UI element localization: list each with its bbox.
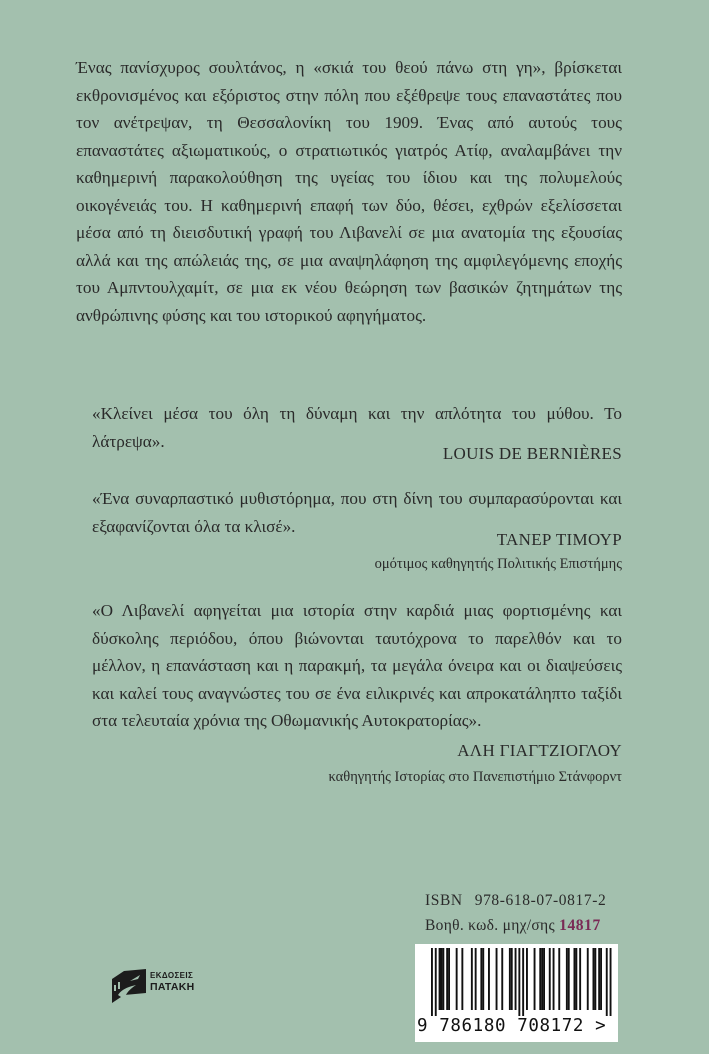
- barcode-bar: [488, 948, 490, 1010]
- barcode-bar: [456, 948, 458, 1010]
- barcode-bar: [610, 948, 612, 1016]
- quote-3-text: «Ο Λιβανελί αφηγείται μια ιστορία στην καρδιά μιας φορτισμένης και δύσκολης περιόδου, όπου βιώνονται ταυτόχρονα το παρελθόν και το μέλλον, η επανάσταση και η παρακμή, τα μεγάλα όνειρα και οι διαψεύσεις και καλεί τους αναγνώστες του σε ένα ειλικρινές και απροκατάληπτο ταξίδι στα τελευταία χρόνια της Οθωμανικής Αυτοκρατορίας».: [92, 601, 622, 730]
- barcode-bar: [480, 948, 482, 1010]
- barcode-bar: [543, 948, 545, 1010]
- publisher-line1: ΕΚΔΟΣΕΙΣ: [150, 971, 194, 980]
- barcode-bar: [441, 948, 443, 1010]
- quote-3: [92, 597, 622, 735]
- isbn-number: 978-618-07-0817-2: [474, 892, 607, 909]
- quote-2-text: «Ένα συναρπαστικό μυθιστόρημα, που στη δίνη του συμπαρασύρονται και εξαφανίζονται όλα τα κλισέ».: [92, 489, 622, 536]
- quote-2-author: ΤΑΝΕΡ ΤΙΜΟΥΡ: [496, 530, 622, 549]
- isbn-line: [425, 892, 606, 910]
- barcode-bar: [575, 948, 577, 1010]
- barcode-bar: [598, 948, 600, 1010]
- barcode-bar: [518, 948, 520, 1016]
- barcode-bar: [435, 948, 437, 1016]
- barcode-bar: [475, 948, 477, 1010]
- barcode-bar: [534, 948, 536, 1010]
- barcode-bar: [471, 948, 473, 1010]
- blurb-text: Ένας πανίσχυρος σουλτάνος, η «σκιά του θεού πάνω στη γη», βρίσκεται εκθρονισμένος και εξόριστος στην πόλη που εξέθρεψε τους επαναστάτες που τον ανέτρεψαν, τη Θεσσαλονίκη του 1909. Ένας από αυτούς τους επαναστάτες αξιωματικούς, ο στρατιωτικός γιατρός Ατίφ, αναλαμβάνει την καθημερινή παρακολούθηση της υγείας του ίδιου και της πολυμελούς οικογένειάς του. Η καθημερινή επαφή των δύο, θέσει, εχθρών εξελίσσεται μέσα από τη διεισδυτική γραφή του Λιβανελί σε μια ανατομία της εξουσίας αλλά και της απώλειάς της, σε μια αναψηλάφηση της αμφιλεγόμενης εποχής του Αμπντουλχαμίτ, σε μια εκ νέου θεώρηση των βασικών ζητημάτων της ανθρώπινης φύσης και του ιστορικού αφηγήματος.: [76, 58, 622, 325]
- barcode-bar: [541, 948, 543, 1010]
- barcode-bars: [423, 948, 613, 1016]
- barcode-bar: [587, 948, 589, 1010]
- barcode-bar: [568, 948, 570, 1010]
- barcode-bar: [496, 948, 498, 1010]
- publisher-logo: [110, 965, 220, 1005]
- isbn-label: ISBN: [425, 892, 463, 909]
- barcode-bar: [553, 948, 555, 1010]
- barcode-bar: [574, 948, 576, 1010]
- barcode-bar: [593, 948, 595, 1010]
- barcode-bar: [461, 948, 463, 1010]
- barcode-bar: [594, 948, 596, 1010]
- barcode-bar: [515, 948, 517, 1010]
- barcode-bar: [606, 948, 608, 1016]
- quote-3-author-role: καθηγητής Ιστορίας στο Πανεπιστήμιο Στάνφορντ: [328, 769, 622, 785]
- quote-1-author: LOUIS DE BERNIÈRES: [442, 444, 622, 463]
- aux-code-number: 14817: [559, 917, 601, 934]
- barcode-bar: [482, 948, 484, 1010]
- barcode-bar: [566, 948, 568, 1010]
- quote-2-author-role: ομότιμος καθηγητής Πολιτικής Επιστήμης: [374, 556, 622, 572]
- barcode-bar: [558, 948, 560, 1010]
- publisher-logo-icon: [110, 965, 148, 1005]
- barcode-bar: [448, 948, 450, 1010]
- aux-code-line: [425, 917, 601, 935]
- barcode: [415, 944, 618, 1042]
- barcode-bar: [501, 948, 503, 1010]
- barcode-bar: [509, 948, 511, 1010]
- quote-3-author: ΑΛΗ ΓΙΑΓΤΖΙΟΓΛΟΥ: [457, 741, 622, 760]
- quote-1-text: «Κλείνει μέσα του όλη τη δύναμη και την απλότητα του μύθου. Το λάτρεψα».: [92, 404, 622, 451]
- publisher-line2: ΠΑΤΑΚΗ: [150, 981, 195, 993]
- barcode-bar: [526, 948, 528, 1010]
- blurb: [76, 54, 622, 329]
- barcode-bar: [446, 948, 448, 1010]
- barcode-bar: [431, 948, 433, 1016]
- barcode-bar: [549, 948, 551, 1010]
- barcode-bar: [600, 948, 602, 1010]
- barcode-digits: 9 786180 708172 >: [417, 1016, 607, 1036]
- barcode-bar: [539, 948, 541, 1010]
- barcode-bar: [579, 948, 581, 1010]
- barcode-bar: [442, 948, 444, 1010]
- barcode-bar: [511, 948, 513, 1010]
- aux-code-label: Βοηθ. κωδ. μηχ/σης: [425, 917, 555, 934]
- barcode-bar: [522, 948, 524, 1016]
- barcode-bar: [439, 948, 441, 1010]
